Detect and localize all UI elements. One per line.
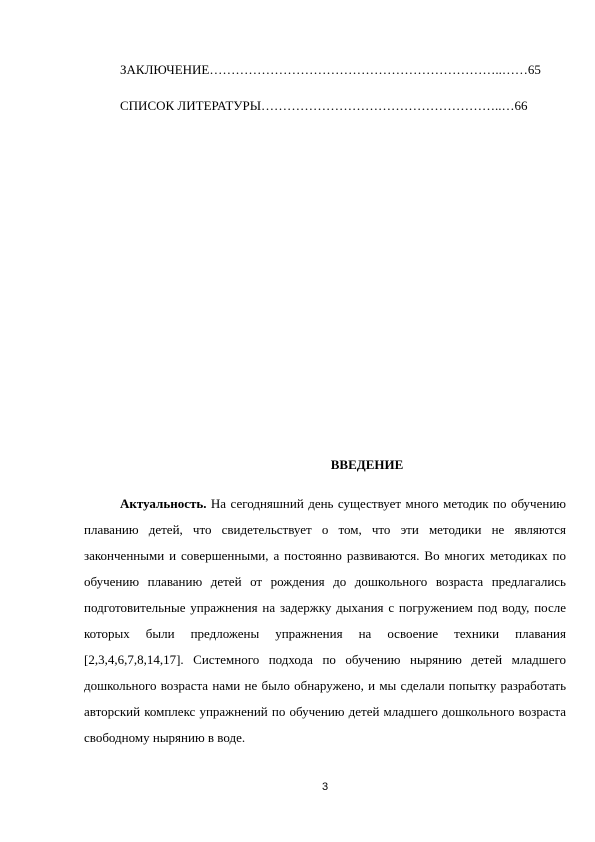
toc-entry-references: СПИСОК ЛИТЕРАТУРЫ………………………………………………..…66 — [120, 98, 528, 113]
page-number: 3 — [321, 781, 329, 793]
section-heading: ВВЕДЕНИЕ — [330, 457, 404, 472]
toc-entry-conclusion: ЗАКЛЮЧЕНИЕ…………………………………………………………..……65 — [120, 62, 541, 77]
paragraph-text: На сегодняшний день существует много методик по обучению плаванию детей, что свидетельствует о том, что эти методики не являются законченными и совершенными, а постоянно развиваются. Во многих методиках по обучению плаванию детей от рождения до дошкольного возраста предлагались подготовительные упражнения на задержку дыхания с погружением под воду, после которых были предложены упражнения на освоение техники плавания [2,3,4,6,7,8,14,17]. Системного подхода по обучению нырянию детей младшего дошкольного возраста нами не было обнаружено, и мы сделали попытку разработать авторский комплекс упражнений по обучению детей младшего дошкольного возраста свободному нырянию в воде. — [84, 496, 566, 745]
paragraph-lead-bold: Актуальность. — [120, 496, 207, 511]
section-paragraph — [84, 491, 566, 751]
